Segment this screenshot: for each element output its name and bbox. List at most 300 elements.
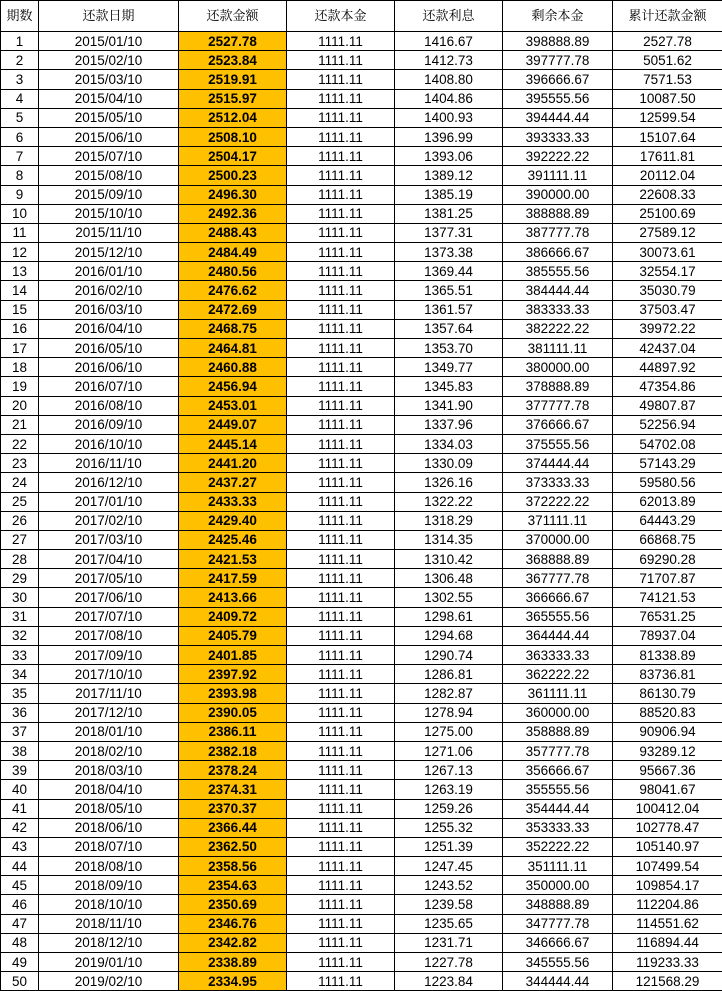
remaining-principal-cell: 348888.89 — [503, 895, 613, 914]
date-cell: 2015/03/10 — [39, 70, 179, 89]
principal-cell: 1111.11 — [287, 89, 395, 108]
payment-amount-cell: 2429.40 — [179, 511, 287, 530]
interest-cell: 1365.51 — [395, 281, 503, 300]
principal-cell: 1111.11 — [287, 377, 395, 396]
period-cell: 39 — [1, 761, 39, 780]
cumulative-payment-cell: 35030.79 — [613, 281, 722, 300]
payment-amount-cell: 2437.27 — [179, 473, 287, 492]
table-row — [1, 243, 722, 262]
table-row — [1, 108, 722, 127]
remaining-principal-cell: 364444.44 — [503, 626, 613, 645]
date-cell: 2015/10/10 — [39, 204, 179, 223]
period-cell: 33 — [1, 646, 39, 665]
interest-cell: 1306.48 — [395, 569, 503, 588]
table-row — [1, 684, 722, 703]
period-cell: 10 — [1, 204, 39, 223]
cumulative-payment-cell: 119233.33 — [613, 953, 722, 972]
cumulative-payment-cell: 93289.12 — [613, 741, 722, 760]
principal-cell: 1111.11 — [287, 358, 395, 377]
table-row — [1, 70, 722, 89]
table-row — [1, 550, 722, 569]
cumulative-payment-cell: 81338.89 — [613, 646, 722, 665]
date-cell: 2017/05/10 — [39, 569, 179, 588]
date-cell: 2016/01/10 — [39, 262, 179, 281]
principal-cell: 1111.11 — [287, 684, 395, 703]
remaining-principal-cell: 347777.78 — [503, 914, 613, 933]
remaining-principal-cell: 368888.89 — [503, 550, 613, 569]
interest-cell: 1247.45 — [395, 857, 503, 876]
payment-amount-cell: 2523.84 — [179, 51, 287, 70]
remaining-principal-cell: 383333.33 — [503, 300, 613, 319]
date-cell: 2018/10/10 — [39, 895, 179, 914]
cumulative-payment-cell: 42437.04 — [613, 339, 722, 358]
table-row — [1, 761, 722, 780]
date-cell: 2015/12/10 — [39, 243, 179, 262]
principal-cell: 1111.11 — [287, 569, 395, 588]
cumulative-payment-cell: 22608.33 — [613, 185, 722, 204]
table-row — [1, 185, 722, 204]
period-cell: 38 — [1, 741, 39, 760]
period-cell: 26 — [1, 511, 39, 530]
principal-cell: 1111.11 — [287, 607, 395, 626]
cumulative-payment-cell: 62013.89 — [613, 492, 722, 511]
date-cell: 2016/12/10 — [39, 473, 179, 492]
date-cell: 2017/10/10 — [39, 665, 179, 684]
payment-amount-cell: 2488.43 — [179, 223, 287, 242]
cumulative-payment-cell: 102778.47 — [613, 818, 722, 837]
cumulative-payment-cell: 64443.29 — [613, 511, 722, 530]
principal-cell: 1111.11 — [287, 665, 395, 684]
interest-cell: 1389.12 — [395, 166, 503, 185]
payment-amount-cell: 2417.59 — [179, 569, 287, 588]
remaining-principal-cell: 372222.22 — [503, 492, 613, 511]
interest-cell: 1369.44 — [395, 262, 503, 281]
date-cell: 2018/12/10 — [39, 933, 179, 952]
date-cell: 2018/11/10 — [39, 914, 179, 933]
interest-cell: 1263.19 — [395, 780, 503, 799]
header-remaining: 剩余本金 — [503, 1, 613, 32]
table-row — [1, 492, 722, 511]
payment-amount-cell: 2515.97 — [179, 89, 287, 108]
period-cell: 3 — [1, 70, 39, 89]
header-period: 期数 — [1, 1, 39, 32]
period-cell: 28 — [1, 550, 39, 569]
table-row — [1, 876, 722, 895]
remaining-principal-cell: 351111.11 — [503, 857, 613, 876]
remaining-principal-cell: 356666.67 — [503, 761, 613, 780]
date-cell: 2015/07/10 — [39, 147, 179, 166]
cumulative-payment-cell: 59580.56 — [613, 473, 722, 492]
principal-cell: 1111.11 — [287, 895, 395, 914]
cumulative-payment-cell: 15107.64 — [613, 127, 722, 146]
remaining-principal-cell: 367777.78 — [503, 569, 613, 588]
interest-cell: 1259.26 — [395, 799, 503, 818]
principal-cell: 1111.11 — [287, 147, 395, 166]
date-cell: 2017/11/10 — [39, 684, 179, 703]
date-cell: 2017/09/10 — [39, 646, 179, 665]
principal-cell: 1111.11 — [287, 722, 395, 741]
cumulative-payment-cell: 57143.29 — [613, 454, 722, 473]
payment-amount-cell: 2425.46 — [179, 530, 287, 549]
remaining-principal-cell: 355555.56 — [503, 780, 613, 799]
remaining-principal-cell: 390000.00 — [503, 185, 613, 204]
principal-cell: 1111.11 — [287, 741, 395, 760]
interest-cell: 1255.32 — [395, 818, 503, 837]
period-cell: 18 — [1, 358, 39, 377]
period-cell: 6 — [1, 127, 39, 146]
period-cell: 9 — [1, 185, 39, 204]
table-row — [1, 703, 722, 722]
period-cell: 2 — [1, 51, 39, 70]
payment-amount-cell: 2374.31 — [179, 780, 287, 799]
payment-amount-cell: 2338.89 — [179, 953, 287, 972]
date-cell: 2016/03/10 — [39, 300, 179, 319]
principal-cell: 1111.11 — [287, 511, 395, 530]
table-row — [1, 204, 722, 223]
payment-amount-cell: 2449.07 — [179, 415, 287, 434]
interest-cell: 1345.83 — [395, 377, 503, 396]
date-cell: 2018/01/10 — [39, 722, 179, 741]
date-cell: 2015/08/10 — [39, 166, 179, 185]
header-row — [1, 1, 722, 32]
remaining-principal-cell: 381111.11 — [503, 339, 613, 358]
period-cell: 16 — [1, 319, 39, 338]
payment-amount-cell: 2342.82 — [179, 933, 287, 952]
principal-cell: 1111.11 — [287, 223, 395, 242]
payment-amount-cell: 2378.24 — [179, 761, 287, 780]
payment-amount-cell: 2519.91 — [179, 70, 287, 89]
payment-amount-cell: 2508.10 — [179, 127, 287, 146]
table-row — [1, 722, 722, 741]
payment-amount-cell: 2504.17 — [179, 147, 287, 166]
period-cell: 5 — [1, 108, 39, 127]
interest-cell: 1318.29 — [395, 511, 503, 530]
cumulative-payment-cell: 44897.92 — [613, 358, 722, 377]
table-row — [1, 262, 722, 281]
cumulative-payment-cell: 54702.08 — [613, 434, 722, 453]
payment-amount-cell: 2358.56 — [179, 857, 287, 876]
payment-amount-cell: 2527.78 — [179, 32, 287, 51]
interest-cell: 1400.93 — [395, 108, 503, 127]
principal-cell: 1111.11 — [287, 127, 395, 146]
period-cell: 45 — [1, 876, 39, 895]
cumulative-payment-cell: 98041.67 — [613, 780, 722, 799]
period-cell: 19 — [1, 377, 39, 396]
date-cell: 2018/07/10 — [39, 837, 179, 856]
principal-cell: 1111.11 — [287, 953, 395, 972]
remaining-principal-cell: 393333.33 — [503, 127, 613, 146]
principal-cell: 1111.11 — [287, 818, 395, 837]
principal-cell: 1111.11 — [287, 972, 395, 991]
table-row — [1, 588, 722, 607]
header-payment: 还款金额 — [179, 1, 287, 32]
payment-amount-cell: 2397.92 — [179, 665, 287, 684]
remaining-principal-cell: 366666.67 — [503, 588, 613, 607]
table-row — [1, 569, 722, 588]
remaining-principal-cell: 386666.67 — [503, 243, 613, 262]
cumulative-payment-cell: 83736.81 — [613, 665, 722, 684]
header-cumulative: 累计还款金额 — [613, 1, 722, 32]
table-row — [1, 166, 722, 185]
table-row — [1, 914, 722, 933]
period-cell: 42 — [1, 818, 39, 837]
principal-cell: 1111.11 — [287, 588, 395, 607]
remaining-principal-cell: 378888.89 — [503, 377, 613, 396]
period-cell: 32 — [1, 626, 39, 645]
interest-cell: 1286.81 — [395, 665, 503, 684]
remaining-principal-cell: 396666.67 — [503, 70, 613, 89]
remaining-principal-cell: 371111.11 — [503, 511, 613, 530]
table-row — [1, 454, 722, 473]
interest-cell: 1310.42 — [395, 550, 503, 569]
remaining-principal-cell: 391111.11 — [503, 166, 613, 185]
cumulative-payment-cell: 71707.87 — [613, 569, 722, 588]
date-cell: 2019/01/10 — [39, 953, 179, 972]
period-cell: 11 — [1, 223, 39, 242]
remaining-principal-cell: 377777.78 — [503, 396, 613, 415]
principal-cell: 1111.11 — [287, 166, 395, 185]
date-cell: 2015/06/10 — [39, 127, 179, 146]
interest-cell: 1251.39 — [395, 837, 503, 856]
table-row — [1, 358, 722, 377]
table-row — [1, 32, 722, 51]
cumulative-payment-cell: 17611.81 — [613, 147, 722, 166]
payment-amount-cell: 2472.69 — [179, 300, 287, 319]
table-row — [1, 377, 722, 396]
cumulative-payment-cell: 7571.53 — [613, 70, 722, 89]
date-cell: 2018/03/10 — [39, 761, 179, 780]
cumulative-payment-cell: 52256.94 — [613, 415, 722, 434]
payment-amount-cell: 2456.94 — [179, 377, 287, 396]
date-cell: 2017/04/10 — [39, 550, 179, 569]
cumulative-payment-cell: 90906.94 — [613, 722, 722, 741]
remaining-principal-cell: 373333.33 — [503, 473, 613, 492]
remaining-principal-cell: 387777.78 — [503, 223, 613, 242]
interest-cell: 1322.22 — [395, 492, 503, 511]
period-cell: 7 — [1, 147, 39, 166]
remaining-principal-cell: 376666.67 — [503, 415, 613, 434]
table-row — [1, 223, 722, 242]
cumulative-payment-cell: 2527.78 — [613, 32, 722, 51]
payment-amount-cell: 2362.50 — [179, 837, 287, 856]
cumulative-payment-cell: 12599.54 — [613, 108, 722, 127]
date-cell: 2015/11/10 — [39, 223, 179, 242]
interest-cell: 1381.25 — [395, 204, 503, 223]
payment-amount-cell: 2393.98 — [179, 684, 287, 703]
principal-cell: 1111.11 — [287, 530, 395, 549]
cumulative-payment-cell: 86130.79 — [613, 684, 722, 703]
cumulative-payment-cell: 66868.75 — [613, 530, 722, 549]
remaining-principal-cell: 397777.78 — [503, 51, 613, 70]
interest-cell: 1290.74 — [395, 646, 503, 665]
remaining-principal-cell: 353333.33 — [503, 818, 613, 837]
table-row — [1, 626, 722, 645]
date-cell: 2016/05/10 — [39, 339, 179, 358]
period-cell: 41 — [1, 799, 39, 818]
remaining-principal-cell: 392222.22 — [503, 147, 613, 166]
date-cell: 2018/08/10 — [39, 857, 179, 876]
table-row — [1, 281, 722, 300]
interest-cell: 1416.67 — [395, 32, 503, 51]
principal-cell: 1111.11 — [287, 319, 395, 338]
period-cell: 44 — [1, 857, 39, 876]
table-row — [1, 818, 722, 837]
payment-amount-cell: 2492.36 — [179, 204, 287, 223]
payment-amount-cell: 2445.14 — [179, 434, 287, 453]
period-cell: 14 — [1, 281, 39, 300]
cumulative-payment-cell: 78937.04 — [613, 626, 722, 645]
principal-cell: 1111.11 — [287, 32, 395, 51]
table-row — [1, 895, 722, 914]
payment-amount-cell: 2382.18 — [179, 741, 287, 760]
date-cell: 2019/02/10 — [39, 972, 179, 991]
interest-cell: 1377.31 — [395, 223, 503, 242]
remaining-principal-cell: 375555.56 — [503, 434, 613, 453]
remaining-principal-cell: 395555.56 — [503, 89, 613, 108]
date-cell: 2018/02/10 — [39, 741, 179, 760]
remaining-principal-cell: 358888.89 — [503, 722, 613, 741]
cumulative-payment-cell: 39972.22 — [613, 319, 722, 338]
period-cell: 49 — [1, 953, 39, 972]
table-row — [1, 415, 722, 434]
interest-cell: 1353.70 — [395, 339, 503, 358]
payment-amount-cell: 2346.76 — [179, 914, 287, 933]
cumulative-payment-cell: 95667.36 — [613, 761, 722, 780]
date-cell: 2018/06/10 — [39, 818, 179, 837]
interest-cell: 1302.55 — [395, 588, 503, 607]
table-row — [1, 319, 722, 338]
date-cell: 2016/06/10 — [39, 358, 179, 377]
remaining-principal-cell: 357777.78 — [503, 741, 613, 760]
cumulative-payment-cell: 25100.69 — [613, 204, 722, 223]
interest-cell: 1298.61 — [395, 607, 503, 626]
period-cell: 31 — [1, 607, 39, 626]
payment-amount-cell: 2476.62 — [179, 281, 287, 300]
date-cell: 2015/05/10 — [39, 108, 179, 127]
table-row — [1, 972, 722, 991]
period-cell: 23 — [1, 454, 39, 473]
remaining-principal-cell: 350000.00 — [503, 876, 613, 895]
remaining-principal-cell: 382222.22 — [503, 319, 613, 338]
principal-cell: 1111.11 — [287, 550, 395, 569]
interest-cell: 1337.96 — [395, 415, 503, 434]
payment-amount-cell: 2350.69 — [179, 895, 287, 914]
period-cell: 21 — [1, 415, 39, 434]
table-row — [1, 511, 722, 530]
principal-cell: 1111.11 — [287, 300, 395, 319]
table-row — [1, 434, 722, 453]
date-cell: 2017/02/10 — [39, 511, 179, 530]
payment-amount-cell: 2500.23 — [179, 166, 287, 185]
interest-cell: 1278.94 — [395, 703, 503, 722]
principal-cell: 1111.11 — [287, 434, 395, 453]
period-cell: 47 — [1, 914, 39, 933]
cumulative-payment-cell: 27589.12 — [613, 223, 722, 242]
table-row — [1, 339, 722, 358]
principal-cell: 1111.11 — [287, 761, 395, 780]
table-row — [1, 857, 722, 876]
principal-cell: 1111.11 — [287, 396, 395, 415]
date-cell: 2017/06/10 — [39, 588, 179, 607]
principal-cell: 1111.11 — [287, 243, 395, 262]
principal-cell: 1111.11 — [287, 473, 395, 492]
interest-cell: 1275.00 — [395, 722, 503, 741]
table-row — [1, 473, 722, 492]
date-cell: 2015/02/10 — [39, 51, 179, 70]
payment-amount-cell: 2409.72 — [179, 607, 287, 626]
interest-cell: 1227.78 — [395, 953, 503, 972]
principal-cell: 1111.11 — [287, 185, 395, 204]
period-cell: 30 — [1, 588, 39, 607]
interest-cell: 1361.57 — [395, 300, 503, 319]
period-cell: 1 — [1, 32, 39, 51]
period-cell: 15 — [1, 300, 39, 319]
payment-amount-cell: 2405.79 — [179, 626, 287, 645]
period-cell: 8 — [1, 166, 39, 185]
date-cell: 2017/03/10 — [39, 530, 179, 549]
remaining-principal-cell: 385555.56 — [503, 262, 613, 281]
period-cell: 27 — [1, 530, 39, 549]
payment-amount-cell: 2413.66 — [179, 588, 287, 607]
cumulative-payment-cell: 37503.47 — [613, 300, 722, 319]
interest-cell: 1330.09 — [395, 454, 503, 473]
interest-cell: 1404.86 — [395, 89, 503, 108]
remaining-principal-cell: 344444.44 — [503, 972, 613, 991]
interest-cell: 1223.84 — [395, 972, 503, 991]
cumulative-payment-cell: 76531.25 — [613, 607, 722, 626]
table-row — [1, 51, 722, 70]
payment-amount-cell: 2441.20 — [179, 454, 287, 473]
principal-cell: 1111.11 — [287, 876, 395, 895]
date-cell: 2016/09/10 — [39, 415, 179, 434]
remaining-principal-cell: 362222.22 — [503, 665, 613, 684]
interest-cell: 1239.58 — [395, 895, 503, 914]
date-cell: 2016/04/10 — [39, 319, 179, 338]
interest-cell: 1341.90 — [395, 396, 503, 415]
cumulative-payment-cell: 69290.28 — [613, 550, 722, 569]
cumulative-payment-cell: 88520.83 — [613, 703, 722, 722]
payment-amount-cell: 2484.49 — [179, 243, 287, 262]
interest-cell: 1396.99 — [395, 127, 503, 146]
interest-cell: 1412.73 — [395, 51, 503, 70]
period-cell: 20 — [1, 396, 39, 415]
payment-amount-cell: 2480.56 — [179, 262, 287, 281]
date-cell: 2018/04/10 — [39, 780, 179, 799]
table-row — [1, 780, 722, 799]
table-row — [1, 147, 722, 166]
payment-amount-cell: 2366.44 — [179, 818, 287, 837]
cumulative-payment-cell: 105140.97 — [613, 837, 722, 856]
principal-cell: 1111.11 — [287, 108, 395, 127]
date-cell: 2015/01/10 — [39, 32, 179, 51]
principal-cell: 1111.11 — [287, 454, 395, 473]
interest-cell: 1408.80 — [395, 70, 503, 89]
principal-cell: 1111.11 — [287, 857, 395, 876]
date-cell: 2016/10/10 — [39, 434, 179, 453]
date-cell: 2015/04/10 — [39, 89, 179, 108]
principal-cell: 1111.11 — [287, 415, 395, 434]
remaining-principal-cell: 365555.56 — [503, 607, 613, 626]
header-principal: 还款本金 — [287, 1, 395, 32]
cumulative-payment-cell: 107499.54 — [613, 857, 722, 876]
principal-cell: 1111.11 — [287, 51, 395, 70]
cumulative-payment-cell: 116894.44 — [613, 933, 722, 952]
payment-amount-cell: 2453.01 — [179, 396, 287, 415]
principal-cell: 1111.11 — [287, 626, 395, 645]
principal-cell: 1111.11 — [287, 339, 395, 358]
cumulative-payment-cell: 100412.04 — [613, 799, 722, 818]
payment-amount-cell: 2512.04 — [179, 108, 287, 127]
